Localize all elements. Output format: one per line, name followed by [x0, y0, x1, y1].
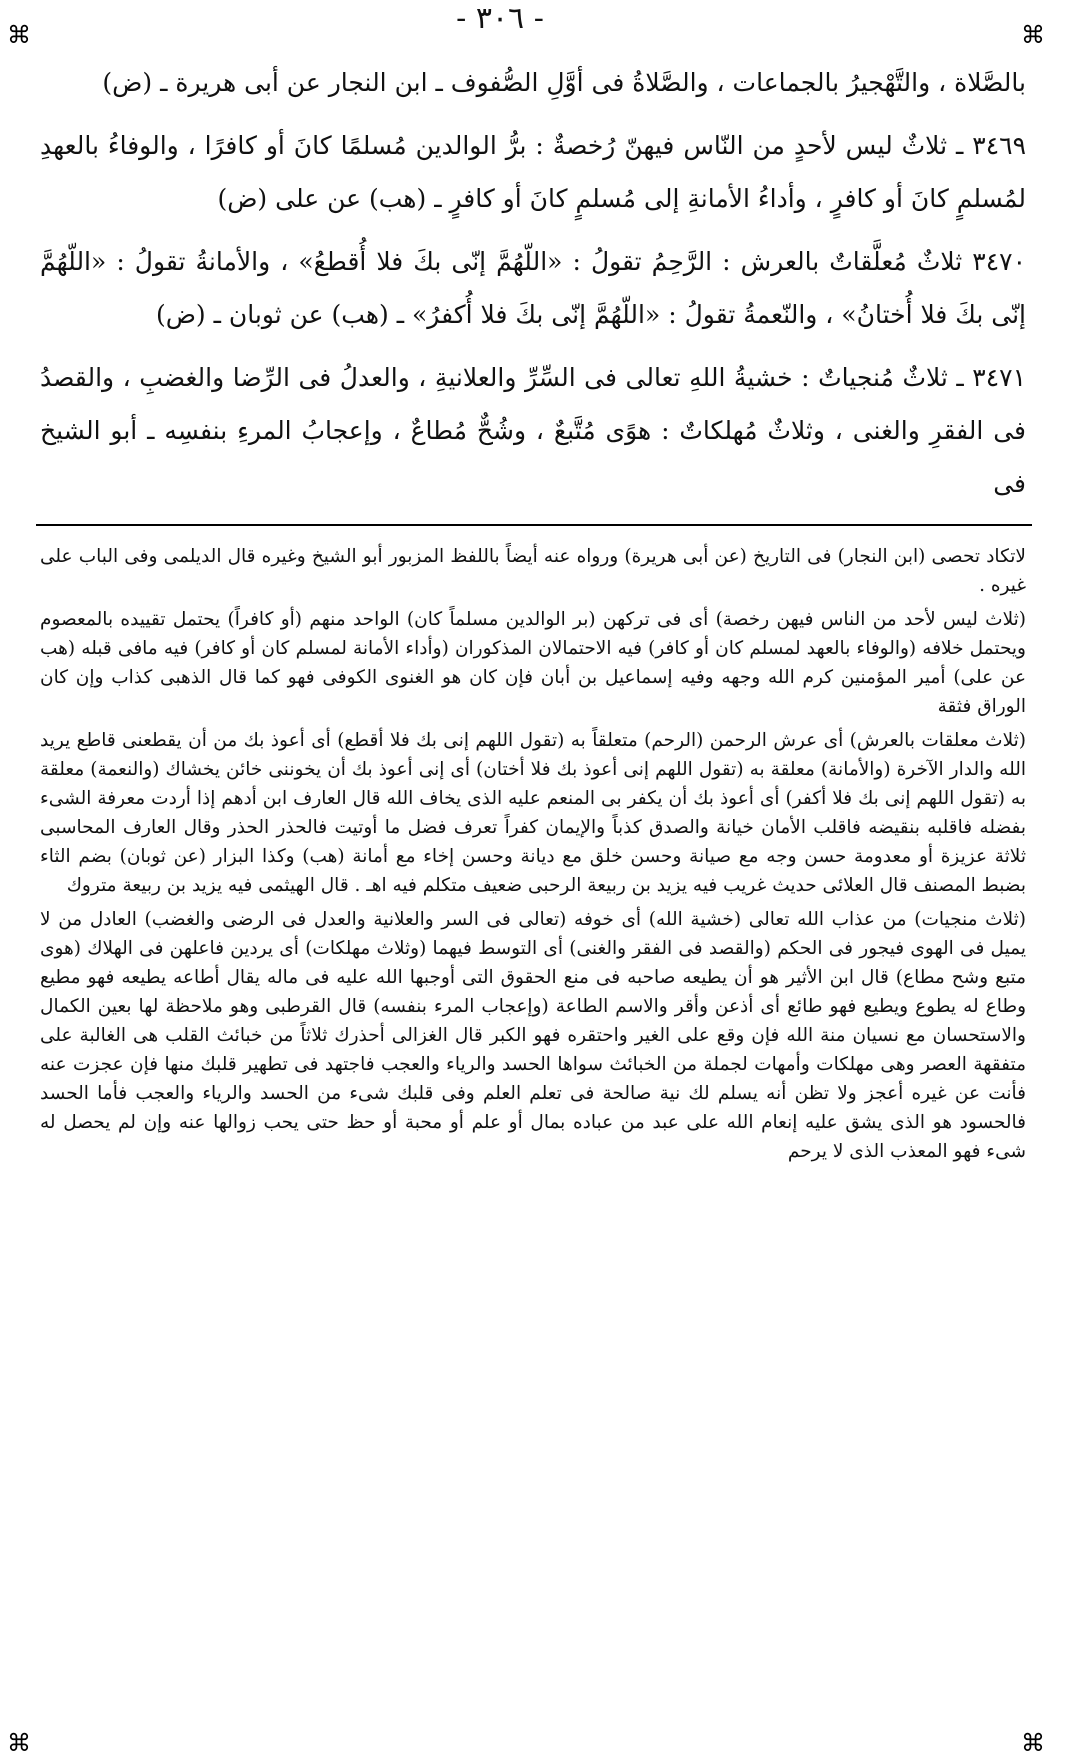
- commentary-paragraph: (ثلاث ليس لأحد من الناس فيهن رخصة) أى فى تركهن (بر الوالدين مسلماً كان) الواحد منهم (أو كافراً) يحتمل تقييده بالمعصوم ويحتمل خلافه (والوفاء بالعهد لمسلم كان أو كافر) فيه الاحتمالان المذكوران (وأداء الأمانة لمسلم كان أو كافر) فيه مافى قبله (هب عن على) أمير المؤمنين كرم الله وجهه وفيه إسماعيل بن أبان فإن كان هو الغنوى الكوفى فهو كما قال الذهبى كذاب وإن كان الوراق فثقة: [40, 609, 1026, 717]
- hadith-text: [40, 56, 1026, 518]
- hadith-paragraph: ٣٤٧١ ـ ثلاثٌ مُنجياتٌ : خشيةُ اللهِ تعالى فى السِّرِّ والعلانيةِ ، والعدلُ فى الرِّضا والغضبِ ، والقصدُ فى الفقرِ والغنى ، وثلاثٌ مُهلكاتٌ : هوًى مُتَّبعٌ ، وشُحٌّ مُطاعٌ ، وإعجابُ المرءِ بنفسِه ـ أبو الشيخ فى: [40, 363, 1026, 498]
- commentary-paragraph: (ثلاث منجيات) من عذاب الله تعالى (خشية الله) أى خوفه (تعالى فى السر والعلانية والعدل فى الرضى والغضب) العادل من لا يميل فى الهوى فيجور فى الحكم (والقصد فى الفقر والغنى) أى التوسط فيهما (وثلاث مهلكات) أى يردين فاعلهن فى الهلاك (هوى متبع وشح مطاع) قال ابن الأثير هو أن يطيعه صاحبه فى منع الحقوق التى أوجبها الله عليه فى ماله يقال أطاعه يطيعه فهو مطيع وطاع له يطوع ويطيع فهو طائع أى أذعن وأقر والاسم الطاعة (وإعجاب المرء بنفسه) قال القرطبى وهو ملاحظة لها بعين الكمال والاستحسان مع نسيان منة الله فإن وقع على الغير واحتقره فهو الكبر قال الغزالى أحذرك ثلاثاً من خبائث القلب هى الغالبة على متفقهة العصر وهى مهلكات وأمهات لجملة من الخبائث سواها الحسد والرياء والعجب فاجتهد فى تطهير قلبك منها فإن عجزت عنه فأنت عن غيره أعجز ولا تظن أنه يسلم لك نية صالحة فى تعلم العلم وفى قلبك شىء من الحسد والرياء والعجب فأما الحسد فالحسود هو الذى يشق عليه إنعام الله على عبد من عباده بمال أو علم أو محبة أو حظ حتى يحب زوالها عنه وإن لم يحصل له شىء فهو المعذب الذى لا يرحم: [40, 909, 1026, 1162]
- commentary-paragraph: (ثلاث معلقات بالعرش) أى عرش الرحمن (الرحم) متعلقاً به (تقول اللهم إنى بك فلا أقطع) أى أعوذ بك من أن يقطعنى قاطع يريد الله والدار الآخرة (والأمانة) معلقة به (تقول اللهم إنى أعوذ بك فلا أختان) أى إنى أعوذ بك أن يخوننى خائن يخشاك (والنعمة) معلقة به (تقول اللهم إنى بك فلا أكفر) أى أعوذ بك أن يكفر بى المنعم عليه الذى يخاف الله قال العارف ابن أدهم إذا أردت معرفة الشىء بفضله فاقلبه بنقيضه فاقلب الأمان خيانة والصدق كذباً والإيمان كفراً تعرف فضل ما أوتيت فالحذر الحذر وقال العارف المحاسبى ثلاثة عزيزة أو معدومة حسن وجه مع صيانة وحسن خلق مع ديانة وحسن إخاء مع أمانة (هب) وكذا البزار (عن ثوبان) بضم الثاء بضبط المصنف قال العلائى حديث غريب فيه يزيد بن ربيعة الرحبى ضعيف متكلم فيه اهـ . قال الهيثمى فيه يزيد بن ربيعة متروك: [40, 730, 1026, 896]
- hadith-paragraph: بالصَّلاة ، والتَّهْجيرُ بالجماعات ، والصَّلاةُ فى أوَّلِ الصُّفوف ـ ابن النجار عن أبى هريرة ـ (ض): [102, 68, 1026, 97]
- section-divider: [36, 524, 1032, 526]
- corner-ornament-bottom-left: ⌘: [7, 1729, 31, 1757]
- hadith-paragraph: ٣٤٦٩ ـ ثلاثٌ ليس لأحدٍ من النّاس فيهنّ رُخصةٌ : برُّ الوالدين مُسلمًا كانَ أو كافرًا ، والوفاءُ بالعهدِ لمُسلمٍ كانَ أو كافرٍ ، وأداءُ الأمانةِ إلى مُسلمٍ كانَ أو كافرٍ ـ (هب) عن على (ض): [40, 131, 1026, 213]
- corner-ornament-top-right: ⌘: [1021, 21, 1045, 49]
- corner-ornament-top-left: ⌘: [7, 21, 31, 49]
- corner-ornament-bottom-right: ⌘: [1021, 1729, 1045, 1757]
- hadith-paragraph: ٣٤٧٠ ثلاثٌ مُعلَّقاتٌ بالعرش : الرَّحِمُ تقولُ : «اللّهُمَّ إنّى بكَ فلا أُقطعُ» ، والأمانةُ تقولُ : «اللّهُمَّ إنّى بكَ فلا أُختانُ» ، والنّعمةُ تقولُ : «اللّهُمَّ إنّى بكَ فلا أُكفرُ» ـ (هب) عن ثوبان ـ (ض): [40, 247, 1026, 329]
- page-number: - ٣٠٦ -: [456, 1, 544, 36]
- commentary-paragraph: لاتكاد تحصى (ابن النجار) فى التاريخ (عن أبى هريرة) ورواه عنه أيضاً باللفظ المزبور أبو الشيخ وغيره قال الديلمى وفى الباب على غيره .: [40, 546, 1026, 596]
- commentary-text: [40, 542, 1026, 1727]
